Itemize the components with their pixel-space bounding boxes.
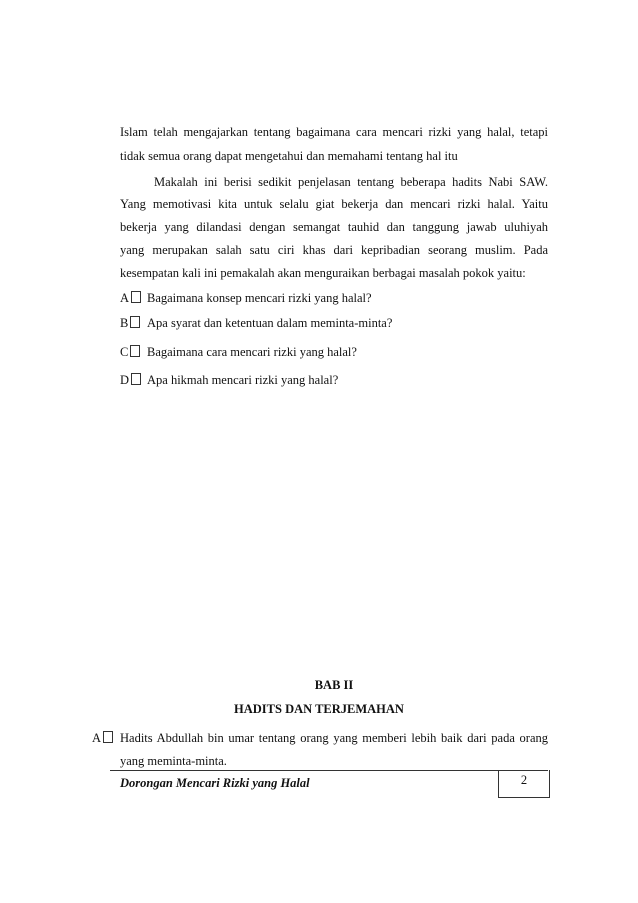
section-marker: A: [92, 730, 113, 746]
paragraph-2-line-4: yang merupakan salah satu ciri khas dari kepribadian seorang muslim. Pada: [120, 243, 548, 257]
list-item-text: Bagaimana cara mencari rizki yang halal?: [147, 345, 357, 359]
list-item-text: Bagaimana konsep mencari rizki yang halal?: [147, 291, 372, 305]
footer-title: Dorongan Mencari Rizki yang Halal: [120, 776, 310, 790]
missing-glyph-icon: [130, 316, 140, 328]
paragraph-2-line-2: Yang memotivasi kita untuk selalu giat bekerja dan mencari rizki halal. Yaitu: [120, 197, 548, 211]
paragraph-1-line-2: tidak semua orang dapat mengetahui dan memahami tentang hal itu: [120, 149, 458, 163]
section-a-line-1: Hadits Abdullah bin umar tentang orang yang memberi lebih baik dari pada orang: [120, 731, 548, 745]
paragraph-2-line-1: Makalah ini berisi sedikit penjelasan tentang beberapa hadits Nabi SAW.: [154, 175, 548, 189]
list-marker: D: [120, 372, 141, 388]
list-marker: C: [120, 344, 140, 360]
paragraph-2-line-3: bekerja yang dilandasi dengan semangat tauhid dan tanggung jawab uluhiyah: [120, 220, 548, 234]
missing-glyph-icon: [103, 731, 113, 743]
missing-glyph-icon: [131, 373, 141, 385]
list-marker: A: [120, 290, 141, 306]
list-item-text: Apa hikmah mencari rizki yang halal?: [147, 373, 339, 387]
missing-glyph-icon: [130, 345, 140, 357]
chapter-title: HADITS DAN TERJEMAHAN: [234, 702, 404, 716]
footer-divider: [110, 770, 548, 771]
page-number: 2: [498, 770, 550, 798]
section-a-line-2: yang meminta-minta.: [120, 754, 227, 768]
list-item-text: Apa syarat dan ketentuan dalam meminta-minta?: [147, 316, 393, 330]
list-marker: B: [120, 315, 140, 331]
missing-glyph-icon: [131, 291, 141, 303]
chapter-label: BAB II: [314, 678, 354, 692]
paragraph-1-line-1: Islam telah mengajarkan tentang bagaimana cara mencari rizki yang halal, tetapi: [120, 125, 548, 139]
paragraph-2-line-5: kesempatan kali ini pemakalah akan menguraikan berbagai masalah pokok yaitu:: [120, 266, 526, 280]
